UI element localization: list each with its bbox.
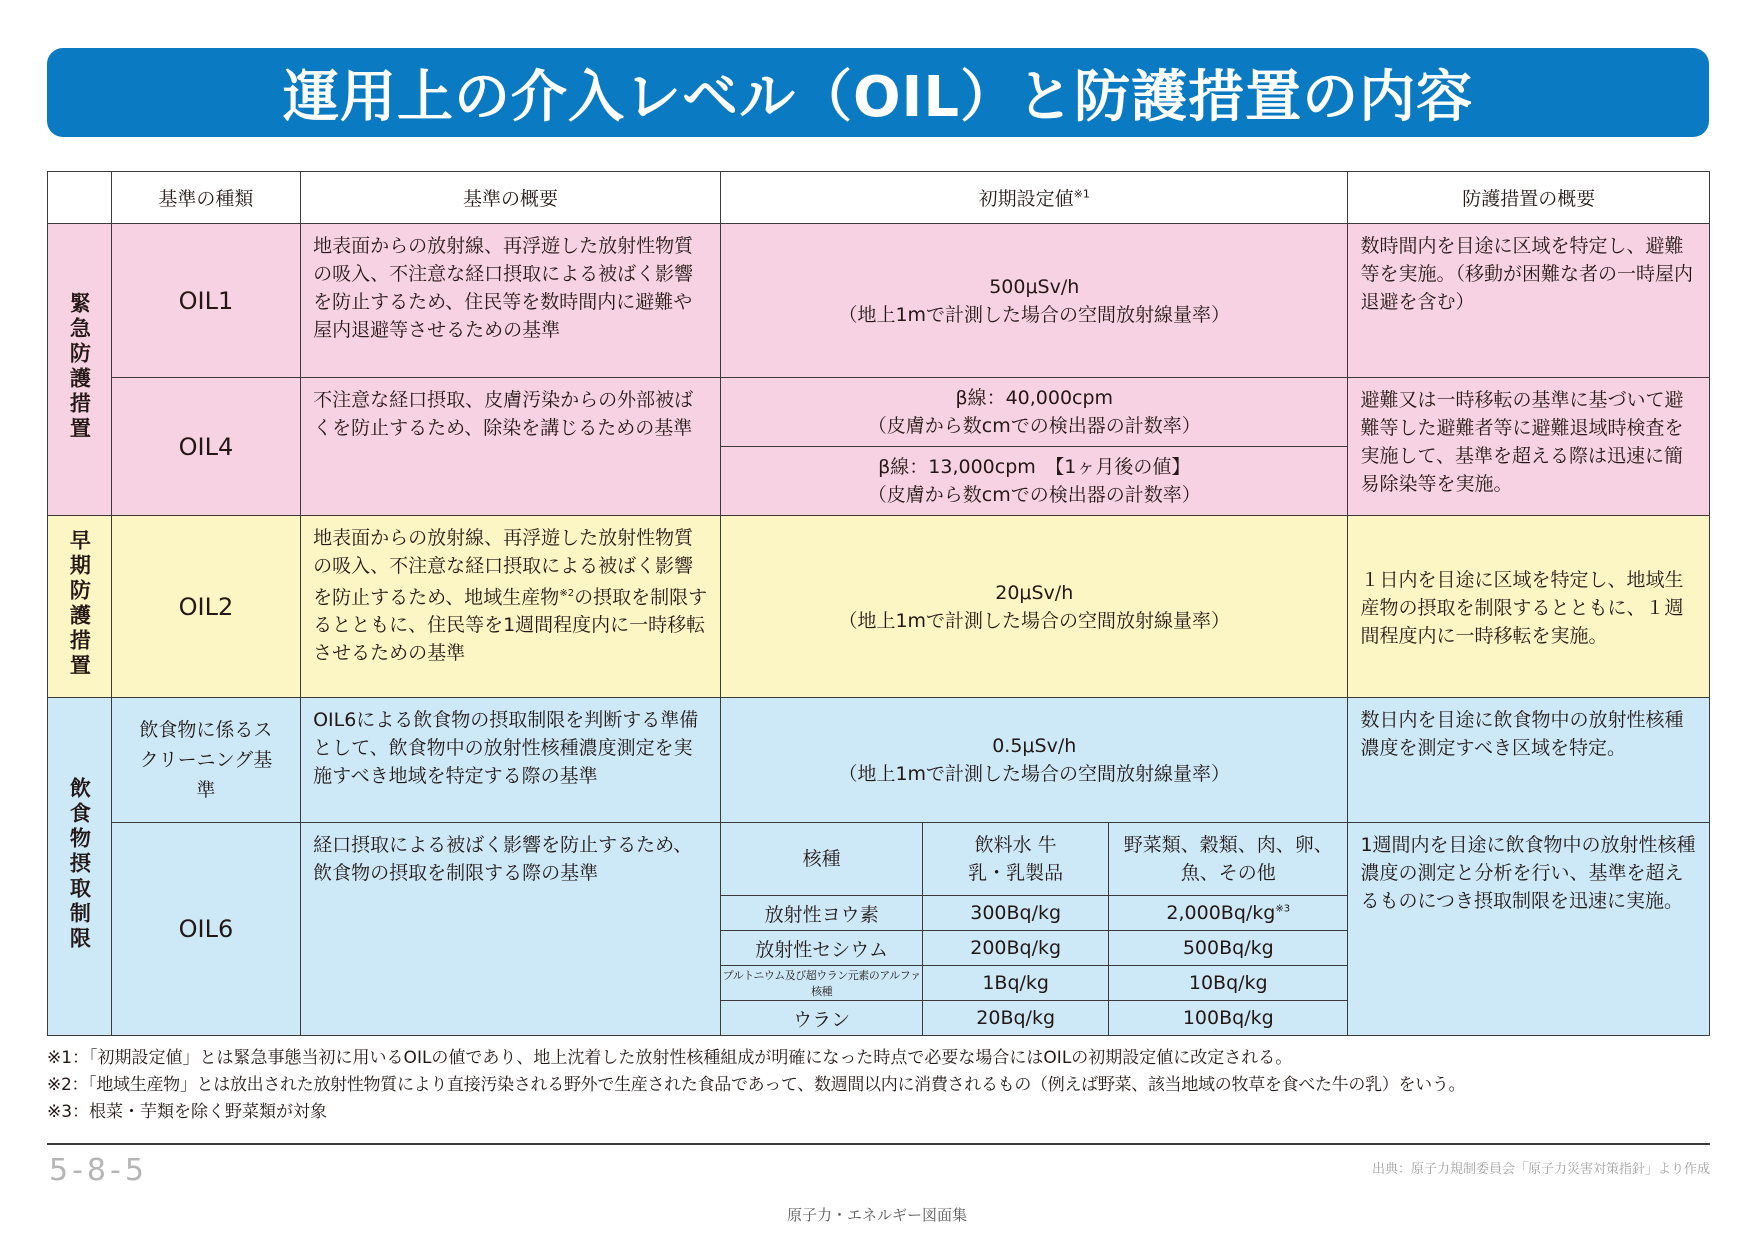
col-drink: 飲料水 牛乳・乳製品	[923, 823, 1109, 896]
oil1-value-cell	[721, 224, 1348, 378]
header-row	[48, 172, 1710, 224]
category-food: 飲食物摂取制限	[48, 698, 112, 1036]
nuclide-name: プルトニウム及び超ウラン元素のアルファ核種	[721, 966, 923, 1001]
category-early: 早期防護措置	[48, 516, 112, 698]
oil4-name: OIL4	[111, 378, 300, 516]
oil1-name: OIL1	[111, 224, 300, 378]
nuclide-food: $2,000Bq/kg^{※3}$	[1109, 896, 1348, 931]
header-protective: 防護措置の概要	[1348, 172, 1710, 224]
screening-name: 飲食物に係るスクリーニング基準	[111, 698, 300, 823]
oil1-value-note: （地上1mで計測した場合の空間放射線量率）	[838, 303, 1231, 326]
oil4-value2-note: （皮膚から数cmでの検出器の計数率）	[867, 484, 1201, 506]
oil4-value1-note: （皮膚から数cmでの検出器の計数率）	[867, 415, 1201, 437]
nuclide-row	[721, 896, 1347, 931]
oil-table	[47, 171, 1710, 1036]
oil2-name: OIL2	[111, 516, 300, 698]
nuclide-row	[721, 1001, 1347, 1036]
page-title: 運用上の介入レベル（OIL）と防護措置の内容	[282, 64, 1474, 130]
nuclide-name: ウラン	[721, 1001, 923, 1036]
oil1-summary: 地表面からの放射線、再浮遊した放射性物質の吸入、不注意な経口摂取による被ばく影響を防止するため、住民等を数時間内に避難や屋内退避等させるための基準	[301, 224, 721, 378]
screening-value-note: （地上1mで計測した場合の空間放射線量率）	[838, 763, 1231, 785]
footnote-ref: ※1	[1073, 187, 1090, 201]
oil2-summary: 地表面からの放射線、再浮遊した放射性物質の吸入、不注意な経口摂取による被ばく影響を防止するため、地域生産物$^{※2}$の摂取を制限するとともに、住民等を1週間程度内に一時移転させるための基準	[301, 516, 721, 698]
nuclide-food: 100Bq/kg	[1109, 1001, 1348, 1036]
footnote-3: ※3：根菜・芋類を除く野菜類が対象	[47, 1102, 328, 1122]
nuclide-food: 10Bq/kg	[1109, 966, 1348, 1001]
footer-title: 原子力・エネルギー図面集	[786, 1206, 967, 1224]
screening-protective: 数日内を目途に飲食物中の放射性核種濃度を測定すべき区域を特定。	[1348, 698, 1710, 823]
header-empty	[48, 172, 112, 224]
oil2-value-cell	[721, 516, 1348, 698]
table-row	[48, 823, 1710, 1036]
footnotes	[47, 1045, 1717, 1126]
oil6-protective: 1週間内を目途に飲食物中の放射性核種濃度の測定と分析を行い、基準を超えるものにつき摂取制限を迅速に実施。	[1348, 823, 1710, 1036]
screening-summary: OIL6による飲食物の摂取制限を判断する準備として、飲食物中の放射性核種濃度測定を実施すべき地域を特定する際の基準	[301, 698, 721, 823]
footnote-ref: ※3	[1275, 903, 1291, 915]
nuclide-table	[721, 823, 1347, 1035]
category-emergency: 緊急防護措置	[48, 224, 112, 516]
col-nuclide: 核種	[721, 823, 923, 896]
nuclide-drink: 300Bq/kg	[923, 896, 1109, 931]
oil2-protective: １日内を目途に区域を特定し、地域生産物の摂取を制限するとともに、１週間程度内に一時移転を実施。	[1348, 516, 1710, 698]
table-row	[48, 516, 1710, 698]
oil6-summary: 経口摂取による被ばく影響を防止するため、飲食物の摂取を制限する際の基準	[301, 823, 721, 1036]
oil6-nuclide-table-cell	[721, 823, 1348, 1036]
col-food: 野菜類、穀類、肉、卵、魚、その他	[1109, 823, 1348, 896]
oil4-value2-cell	[721, 447, 1348, 516]
oil4-protective: 避難又は一時移転の基準に基づいて避難等した避難者等に避難退域時検査を実施して、基準を超える際は迅速に簡易除染等を実施。	[1348, 378, 1710, 516]
nuclide-header-row	[721, 823, 1347, 896]
nuclide-row	[721, 966, 1347, 1001]
oil1-protective: 数時間内を目途に区域を特定し、避難等を実施。（移動が困難な者の一時屋内退避を含む）	[1348, 224, 1710, 378]
nuclide-food: 500Bq/kg	[1109, 931, 1348, 966]
oil4-value1: β線：40,000cpm	[955, 387, 1114, 409]
page-number: 5-8-5	[49, 1153, 148, 1188]
table-row	[48, 378, 1710, 447]
header-kind: 基準の種類	[111, 172, 300, 224]
title-banner	[47, 48, 1709, 137]
table-row	[48, 224, 1710, 378]
nuclide-name: 放射性ヨウ素	[721, 896, 923, 931]
footnote-ref: ※2	[559, 588, 575, 599]
screening-value-cell	[721, 698, 1348, 823]
table-row	[48, 698, 1710, 823]
header-initial: 初期設定値$^{※1}$	[721, 172, 1348, 224]
nuclide-drink: 200Bq/kg	[923, 931, 1109, 966]
oil4-value2: β線：13,000cpm 【1ヶ月後の値】	[878, 456, 1191, 478]
header-summary: 基準の概要	[301, 172, 721, 224]
oil2-value-note: （地上1mで計測した場合の空間放射線量率）	[838, 609, 1231, 632]
oil4-value1-cell	[721, 378, 1348, 447]
screening-value: 0.5μSv/h	[992, 735, 1077, 757]
oil4-summary: 不注意な経口摂取、皮膚汚染からの外部被ばくを防止するため、除染を講じるための基準	[301, 378, 721, 516]
oil1-value: 500μSv/h	[989, 275, 1080, 298]
oil2-value: 20μSv/h	[995, 581, 1074, 604]
footnote-1: ※1：「初期設定値」とは緊急事態当初に用いるOILの値であり、地上沈着した放射性核種組成が明確になった時点で必要な場合にはOILの初期設定値に改定される。	[47, 1048, 1293, 1068]
divider	[47, 1143, 1710, 1145]
nuclide-row	[721, 931, 1347, 966]
nuclide-drink: 1Bq/kg	[923, 966, 1109, 1001]
nuclide-drink: 20Bq/kg	[923, 1001, 1109, 1036]
footnote-2: ※2：「地域生産物」とは放出された放射性物質により直接汚染される野外で生産された食品であって、数週間以内に消費されるもの（例えば野菜、該当地域の牧草を食べた牛の乳）をいう。	[47, 1075, 1466, 1095]
source-credit: 出典：原子力規制委員会「原子力災害対策指針」より作成	[1371, 1162, 1710, 1177]
oil6-name: OIL6	[111, 823, 300, 1036]
nuclide-name: 放射性セシウム	[721, 931, 923, 966]
